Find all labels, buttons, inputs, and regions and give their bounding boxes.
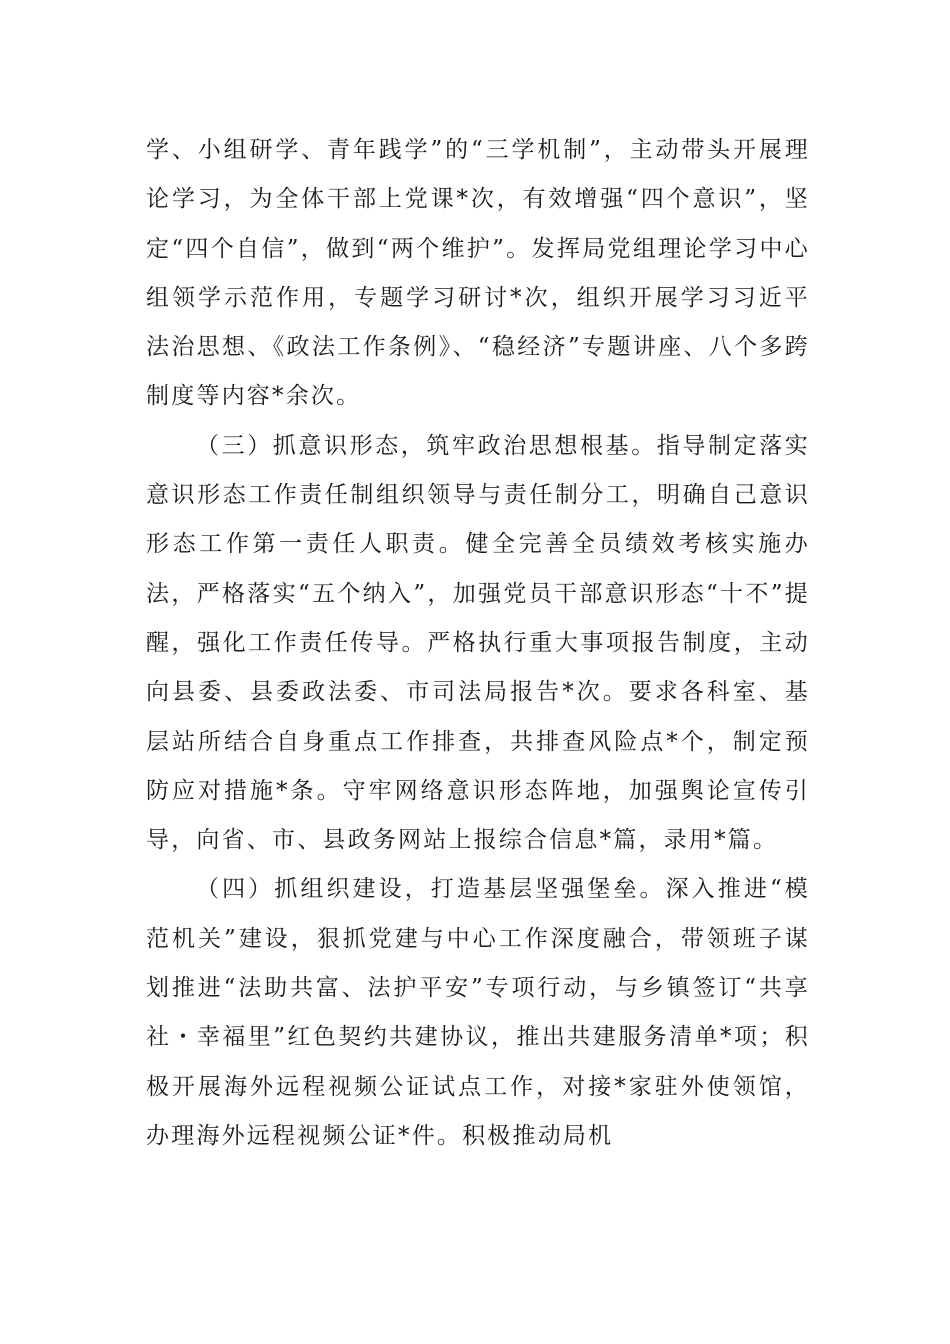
paragraph-party-study-continuation: 学、小组研学、青年践学”的“三学机制”，主动带头开展理论学习，为全体干部上党课*次，有效增强“四个意识”，坚定“四个自信”，做到“两个维护”。发挥局党组理论学习中心组领学示范作用，专题学习研讨*次，组织开展学习习近平法治思想、《政法工作条例》、“稳经济”专题讲座、八个多跨制度等内容*余次。 — [146, 137, 810, 410]
document-body — [146, 126, 810, 1161]
paragraph-organization-building: （四）抓组织建设，打造基层坚强堡垒。深入推进“模范机关”建设，狠抓党建与中心工作深度融合，带领班子谋划推进“法助共富、法护平安”专项行动，与乡镇签订“共享社・幸福里”红色契约共建协议，推出共建服务清单*项；积极开展海外远程视频公证试点工作，对接*家驻外使领馆，办理海外远程视频公证*件。积极推动局机 — [146, 876, 810, 1149]
paragraph-ideology: （三）抓意识形态，筑牢政治思想根基。指导制定落实意识形态工作责任制组织领导与责任制分工，明确自己意识形态工作第一责任人职责。健全完善全员绩效考核实施办法，严格落实“五个纳入”，加强党员干部意识形态“十不”提醒，强化工作责任传导。严格执行重大事项报告制度，主动向县委、县委政法委、市司法局报告*次。要求各科室、基层站所结合自身重点工作排查，共排查风险点*个，制定预防应对措施*条。守牢网络意识形态阵地，加强舆论宣传引导，向省、市、县政务网站上报综合信息*篇，录用*篇。 — [146, 432, 810, 854]
